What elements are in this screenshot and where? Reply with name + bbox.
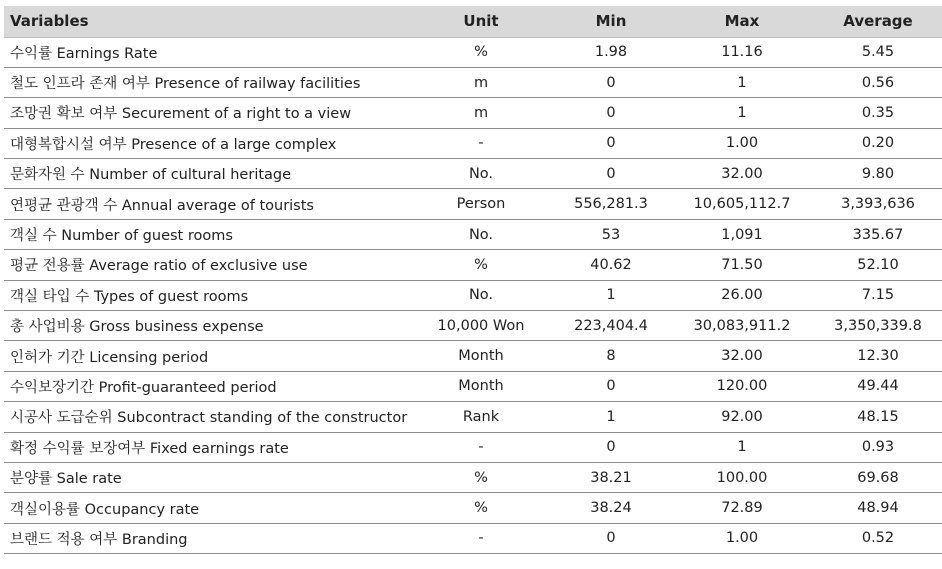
cell-unit: - [478, 135, 484, 152]
cell-min: 1.98 [594, 44, 628, 61]
table-row [4, 462, 942, 492]
cell-max: 71.50 [721, 256, 763, 273]
cell-average: 48.94 [857, 500, 899, 517]
cell-max: 1.00 [725, 135, 759, 152]
cell-max: 1 [737, 74, 747, 91]
cell-variable: 객실 수 Number of guest rooms [10, 228, 233, 245]
cell-unit: % [474, 500, 488, 517]
table-row [4, 37, 942, 67]
cell-unit: Month [458, 348, 504, 365]
cell-variable: 시공사 도급순위 Subcontract standing of the constructor [10, 410, 408, 427]
cell-variable: 확정 수익률 보장여부 Fixed earnings rate [10, 440, 289, 457]
cell-variable: 브랜드 적용 여부 Branding [10, 531, 188, 548]
cell-variable: 수익보장기간 Profit-guaranteed period [10, 379, 277, 396]
table-row [4, 128, 942, 158]
cell-variable: 연평균 관광객 수 Annual average of tourists [10, 197, 314, 214]
cell-unit: % [474, 469, 488, 486]
cell-variable: 객실이용률 Occupancy rate [10, 501, 200, 518]
cell-unit: - [478, 530, 484, 547]
cell-variable: 대형복합시설 여부 Presence of a large complex [10, 136, 337, 153]
table-row [4, 311, 942, 341]
cell-max: 1 [737, 104, 747, 121]
cell-average: 69.68 [857, 469, 899, 486]
cell-max: 1.00 [725, 530, 759, 547]
cell-variable: 조망권 확보 여부 Securement of a right to a view [10, 106, 352, 123]
cell-max: 1,091 [721, 226, 763, 243]
cell-average: 3,393,636 [841, 196, 915, 213]
cell-max: 30,083,911.2 [693, 317, 791, 334]
cell-unit: Month [458, 378, 504, 395]
table-header [4, 6, 942, 37]
cell-variable: 철도 인프라 존재 여부 Presence of railway facilities [10, 76, 361, 93]
cell-min: 0 [606, 74, 616, 91]
table-row [4, 250, 942, 280]
cell-min: 1 [606, 287, 616, 304]
header-row [4, 6, 942, 37]
cell-average: 49.44 [857, 378, 899, 395]
cell-min: 1 [606, 408, 616, 425]
cell-unit: Rank [462, 408, 500, 425]
cell-variable: 수익률 Earnings Rate [10, 45, 158, 62]
table-row [4, 371, 942, 401]
cell-average: 9.80 [861, 165, 895, 182]
cell-min: 38.21 [590, 469, 632, 486]
cell-variable: 인허가 기간 Licensing period [10, 349, 209, 366]
cell-average: 0.56 [861, 74, 895, 91]
cell-average: 5.45 [861, 44, 895, 61]
cell-average: 48.15 [857, 408, 899, 425]
cell-average: 12.30 [857, 348, 899, 365]
table-row [4, 432, 942, 462]
cell-average: 0.20 [861, 135, 895, 152]
cell-unit: No. [468, 226, 494, 243]
table-row [4, 402, 942, 432]
cell-average: 52.10 [857, 256, 899, 273]
table-row [4, 189, 942, 219]
cell-average: 3,350,339.8 [834, 317, 922, 334]
cell-variable: 분양률 Sale rate [10, 471, 122, 488]
cell-max: 32.00 [721, 165, 763, 182]
cell-unit: % [474, 44, 488, 61]
cell-min: 223,404.4 [574, 317, 648, 334]
cell-unit: m [473, 104, 489, 121]
cell-min: 40.62 [590, 256, 632, 273]
cell-max: 32.00 [721, 348, 763, 365]
cell-min: 0 [606, 378, 616, 395]
cell-min: 0 [606, 530, 616, 547]
cell-average: 335.67 [852, 226, 904, 243]
cell-min: 556,281.3 [574, 196, 648, 213]
header-variables: Variables [10, 12, 89, 31]
table-row [4, 280, 942, 310]
cell-min: 0 [606, 165, 616, 182]
cell-min: 0 [606, 104, 616, 121]
table-row [4, 159, 942, 189]
table-row [4, 219, 942, 249]
cell-unit: % [474, 256, 488, 273]
statistics-table-container [4, 6, 938, 554]
cell-unit: - [478, 439, 484, 456]
cell-variable: 문화자원 수 Number of cultural heritage [10, 167, 292, 184]
cell-variable: 평균 전용률 Average ratio of exclusive use [10, 258, 308, 275]
cell-max: 1 [737, 439, 747, 456]
cell-unit: No. [468, 165, 494, 182]
cell-max: 100.00 [716, 469, 768, 486]
cell-max: 26.00 [721, 287, 763, 304]
cell-average: 7.15 [861, 287, 895, 304]
table-row [4, 341, 942, 371]
table-row [4, 67, 942, 97]
cell-average: 0.52 [861, 530, 895, 547]
table-row [4, 98, 942, 128]
header-unit: Unit [463, 12, 499, 31]
cell-unit: m [473, 74, 489, 91]
cell-min: 38.24 [590, 500, 632, 517]
table-row [4, 493, 942, 523]
cell-max: 92.00 [721, 408, 763, 425]
cell-average: 0.93 [861, 439, 895, 456]
cell-variable: 총 사업비용 Gross business expense [10, 319, 264, 336]
header-min: Min [595, 12, 627, 31]
cell-max: 120.00 [716, 378, 768, 395]
cell-max: 11.16 [721, 44, 763, 61]
cell-min: 0 [606, 135, 616, 152]
table-body [4, 37, 942, 554]
descriptive-statistics-table [4, 6, 942, 554]
cell-min: 53 [601, 226, 621, 243]
header-average: Average [843, 12, 913, 31]
header-max: Max [724, 12, 760, 31]
cell-max: 72.89 [721, 500, 763, 517]
cell-average: 0.35 [861, 104, 895, 121]
cell-variable: 객실 타입 수 Types of guest rooms [10, 288, 249, 305]
cell-max: 10,605,112.7 [693, 196, 791, 213]
cell-unit: Person [456, 196, 506, 213]
cell-min: 8 [606, 348, 616, 365]
cell-unit: No. [468, 287, 494, 304]
cell-unit: 10,000 Won [437, 317, 525, 334]
table-row [4, 523, 942, 553]
cell-min: 0 [606, 439, 616, 456]
